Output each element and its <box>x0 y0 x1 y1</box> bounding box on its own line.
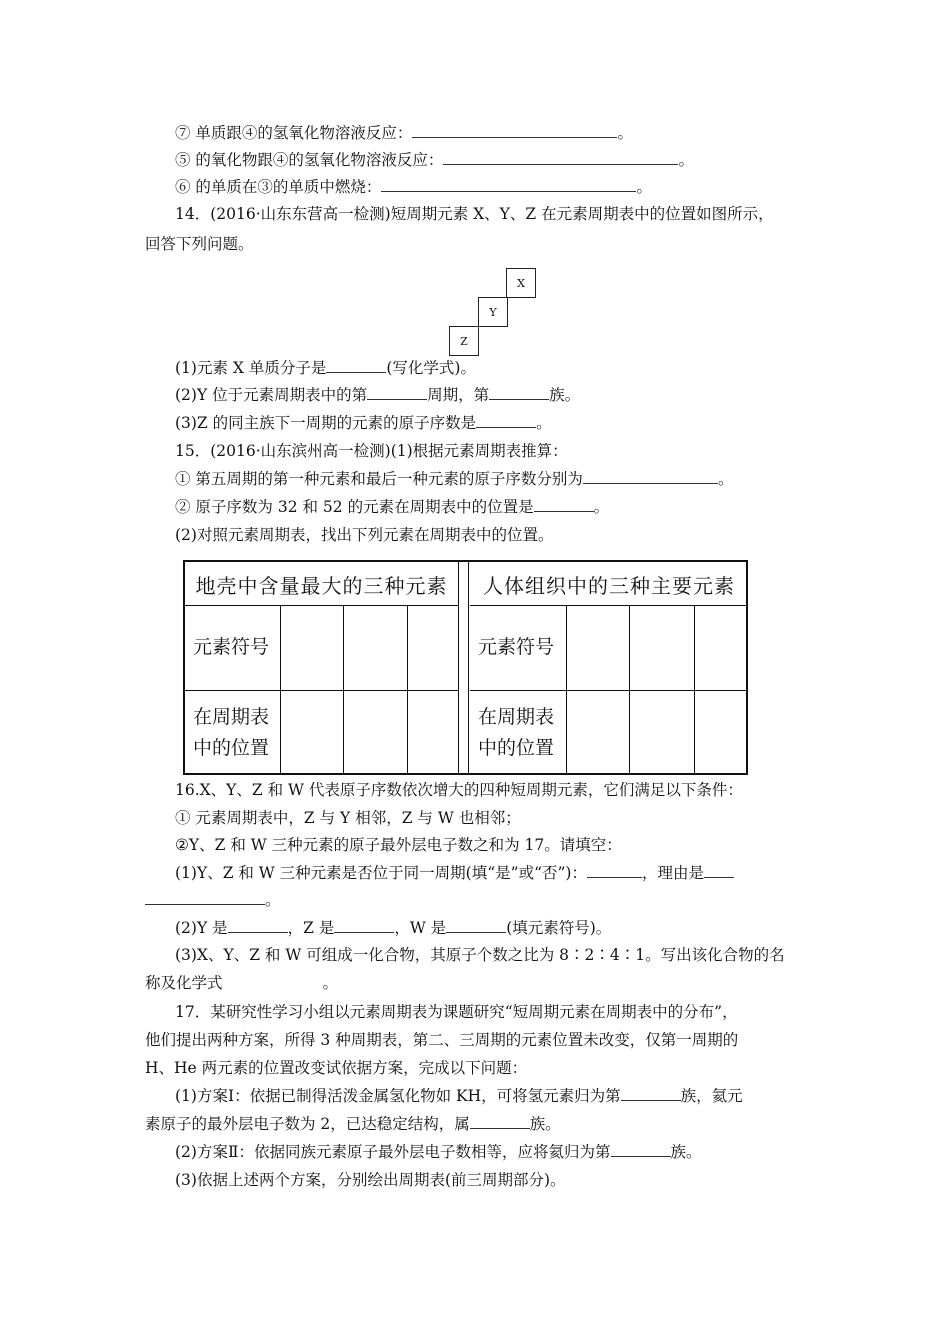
q17-stem-2: 他们提出两种方案，所得 3 种周期表，第二、三周期的元素位置未改变，仅第一周期的 <box>145 1031 739 1049</box>
q14-stem-cont: 回答下列问题。 <box>145 235 254 253</box>
q14-stem: 14．(2016·山东东营高一检测)短周期元素 X、Y、Z 在元素周期表中的位置如图所示， <box>175 205 774 223</box>
q16-part3: (3)X、Y、Z 和 W 可组成一化合物，其原子个数之比为 8∶2∶4∶1。写出该化合物的名 <box>175 946 785 964</box>
line-5: ⑤ 的氧化物跟④的氢氧化物溶液反应： 。 <box>175 151 694 169</box>
q15-part2: (2)对照元素周期表，找出下列元素在周期表中的位置。 <box>175 526 554 544</box>
q15-stem: 15．(2016·山东滨州高一检测)(1)根据元素周期表推算： <box>175 442 568 460</box>
q14-part1: (1)元素 X 单质分子是 (写化学式)。 <box>175 359 476 377</box>
element-cell-y: Y <box>478 297 508 327</box>
q15-sub2: ② 原子序数为 32 和 52 的元素在周期表中的位置是 。 <box>175 498 610 516</box>
q17-part2: (2)方案Ⅱ：依据同族元素原子最外层电子数相等，应将氦归为第 族。 <box>175 1143 702 1161</box>
q16-part1-cont: 。 <box>145 890 281 910</box>
element-position-table <box>183 560 748 775</box>
q15-sub1: ① 第五周期的第一种元素和最后一种元素的原子序数分别为 。 <box>175 470 734 488</box>
left-row-position: 在周期表 中的位置 <box>193 706 270 759</box>
q16-part1: (1)Y、Z 和 W 三种元素是否位于同一周期(填“是”或“否”)： ，理由是 <box>175 863 734 883</box>
q16-cond2: ②Y、Z 和 W 三种元素的原子最外层电子数之和为 17。请填空： <box>175 836 622 854</box>
q16-part3-cont: 称及化学式 。 <box>145 974 339 992</box>
q17-part3: (3)依据上述两个方案，分别绘出周期表(前三周期部分)。 <box>175 1171 566 1189</box>
q16-part2: (2)Y 是 ，Z 是 ，W 是 (填元素符号)。 <box>175 919 612 937</box>
left-row-symbol: 元素符号 <box>193 636 270 658</box>
q17-part1-cont: 素原子的最外层电子数为 2，已达稳定结构，属 族。 <box>145 1115 561 1133</box>
q17-part1: (1)方案Ⅰ：依据已制得活泼金属氢化物如 KH，可将氢元素归为第 族，氦元 <box>175 1087 743 1105</box>
right-table-header: 人体组织中的三种主要元素 <box>483 573 735 598</box>
line-7: ⑦ 单质跟④的氢氧化物溶液反应： 。 <box>175 124 633 142</box>
q16-cond1: ① 元素周期表中，Z 与 Y 相邻，Z 与 W 也相邻； <box>175 809 521 827</box>
right-row-position: 在周期表 中的位置 <box>478 706 555 759</box>
q17-stem: 17．某研究性学习小组以元素周期表为课题研究“短周期元素在周期表中的分布”， <box>175 1003 738 1021</box>
element-cell-x: X <box>506 268 536 298</box>
q16-stem: 16.X、Y、Z 和 W 代表原子序数依次增大的四种短周期元素，它们满足以下条件： <box>175 781 743 799</box>
q14-part2: (2)Y 位于元素周期表中的第 周期，第 族。 <box>175 386 581 404</box>
left-table-header: 地壳中含量最大的三种元素 <box>195 573 448 598</box>
line-6: ⑥ 的单质在③的单质中燃烧： 。 <box>175 178 652 196</box>
element-cell-z: Z <box>449 326 479 356</box>
q17-stem-3: H、He 两元素的位置改变试依据方案，完成以下问题： <box>145 1059 528 1077</box>
right-row-symbol: 元素符号 <box>478 636 555 658</box>
q14-part3: (3)Z 的同主族下一周期的元素的原子序数是 。 <box>175 414 552 432</box>
